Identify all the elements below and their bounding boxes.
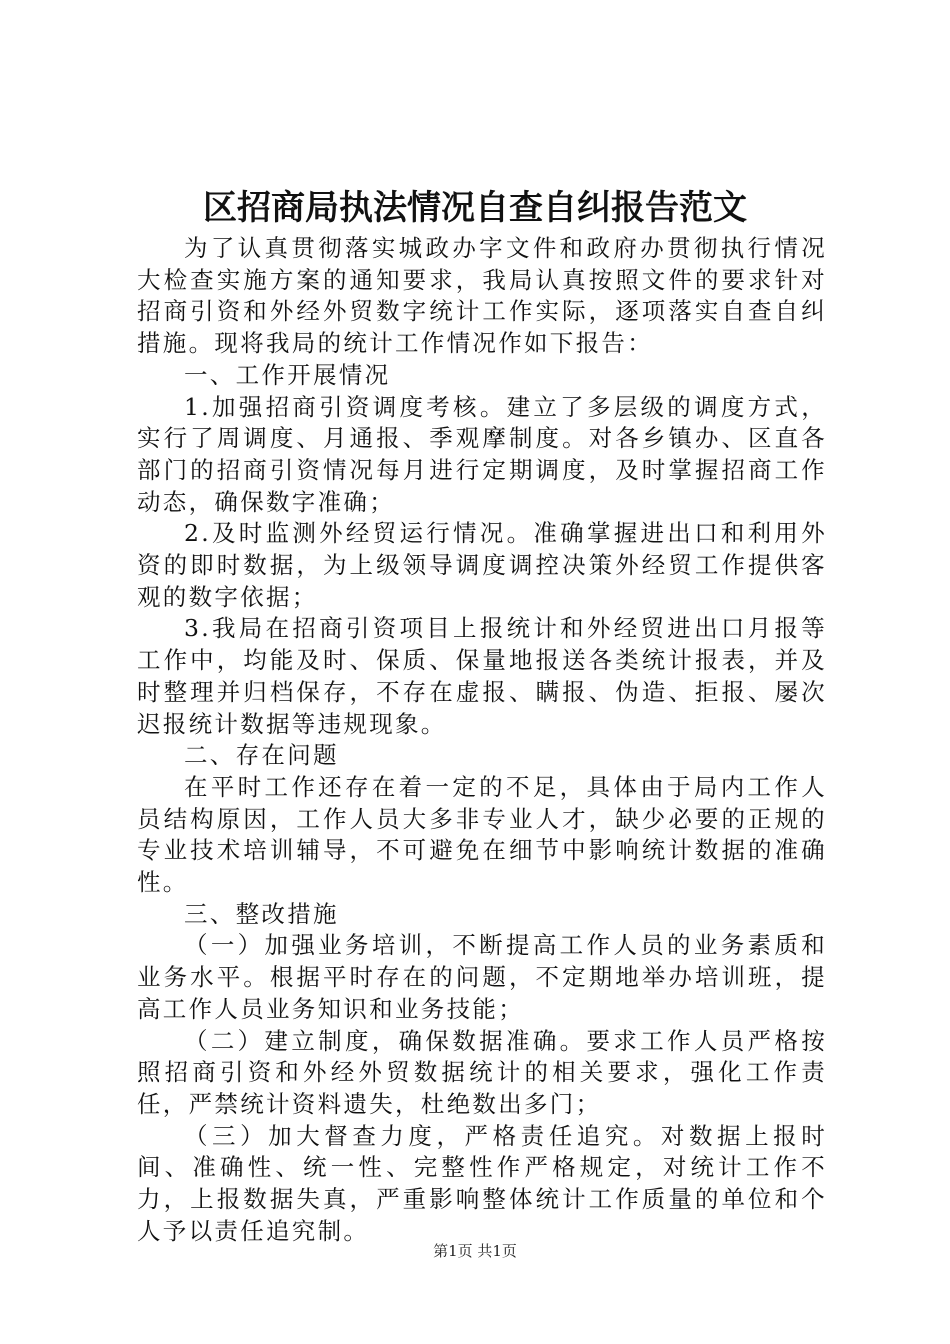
measure-item-1: （一）加强业务培训，不断提高工作人员的业务素质和业务水平。根据平时存在的问题，不定期地举办培训班，提高工作人员业务知识和业务技能； bbox=[137, 931, 827, 1023]
intro-paragraph: 为了认真贯彻落实城政办字文件和政府办贯彻执行情况大检查实施方案的通知要求，我局认真按照文件的要求针对招商引资和外经外贸数字统计工作实际，逐项落实自查自纠措施。现将我局的统计工作情况作如下报告： bbox=[137, 234, 827, 358]
work-item-2: 2.及时监测外经贸运行情况。准确掌握进出口和利用外资的即时数据，为上级领导调度调控决策外经贸工作提供客观的数字依据； bbox=[137, 519, 827, 611]
document-body bbox=[137, 233, 827, 1248]
measure-item-3: （三）加大督查力度，严格责任追究。对数据上报时间、准确性、统一性、完整性作严格规定，对统计工作不力，上报数据失真，严重影响整体统计工作质量的单位和个人予以责任追究制。 bbox=[137, 1121, 827, 1245]
measure-item-2: （二）建立制度，确保数据准确。要求工作人员严格按照招商引资和外经外贸数据统计的相关要求，强化工作责任，严禁统计资料遗失，杜绝数出多门； bbox=[137, 1026, 827, 1118]
work-item-3: 3.我局在招商引资项目上报统计和外经贸进出口月报等工作中，均能及时、保质、保量地报送各类统计报表，并及时整理并归档保存，不存在虚报、瞒报、伪造、拒报、屡次迟报统计数据等违规现象。 bbox=[137, 614, 827, 738]
problems-paragraph: 在平时工作还存在着一定的不足，具体由于局内工作人员结构原因，工作人员大多非专业人才，缺少必要的正规的专业技术培训辅导，不可避免在细节中影响统计数据的准确性。 bbox=[137, 772, 827, 897]
page-number: 第1页 共1页 bbox=[433, 1242, 517, 1260]
work-item-1: 1.加强招商引资调度考核。建立了多层级的调度方式，实行了周调度、月通报、季观摩制度。对各乡镇办、区直各部门的招商引资情况每月进行定期调度，及时掌握招商工作动态，确保数字准确； bbox=[137, 392, 827, 516]
section-heading-work: 一、工作开展情况 bbox=[184, 360, 391, 389]
section-heading-measures: 三、整改措施 bbox=[184, 899, 339, 928]
section-heading-problems: 二、存在问题 bbox=[184, 741, 339, 770]
document-title: 区招商局执法情况自查自纠报告范文 bbox=[203, 188, 747, 228]
